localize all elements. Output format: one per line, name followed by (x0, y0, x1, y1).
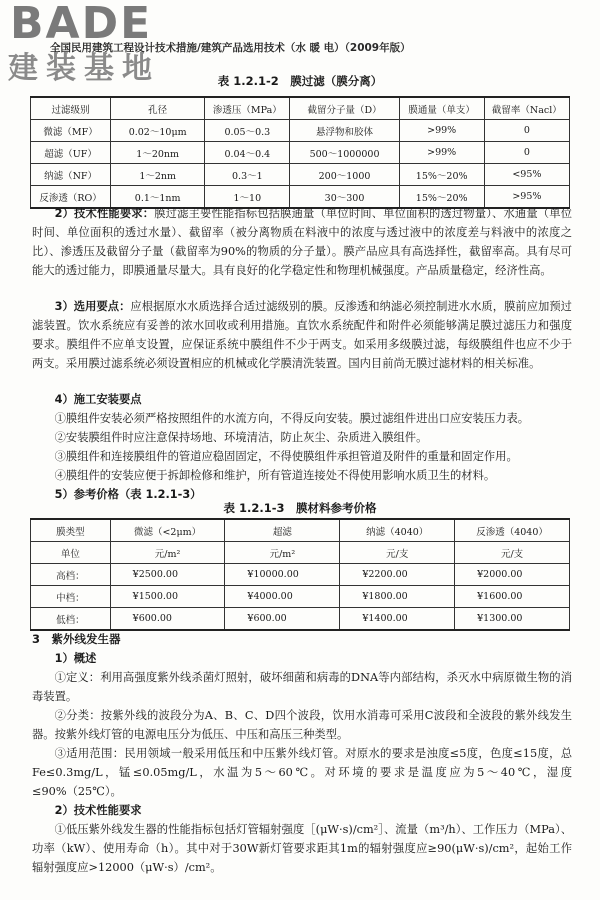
table-header-row (31, 97, 570, 120)
paragraph-text: 膜过滤主要性能指标包括膜通量（单位时间、单位面积的透过物量）、水通量（单位时间、单位面积的透过水量）、截留率（被分离物质在料液中的浓度与透过液中的浓度差与料液中的浓度之比）、渗透压及截留分子量（截留率为90%的物质的分子量）。膜产品应具有高选择性，截留率高。具有尽可能大的透过能力，即膜通量尽量大。具有良好的化学稳定性和物理机械强度。产品质量稳定，经济性高。 (32, 207, 572, 277)
table-cell: >95% (484, 186, 569, 209)
table-cell: 单位 (31, 542, 111, 564)
table-cell: 高档： (31, 564, 111, 586)
table-cell: ¥1800.00 (340, 586, 455, 608)
table-cell: 反渗透（RO） (31, 186, 111, 209)
table-cell: ¥10000.00 (225, 564, 340, 586)
table-header-row (31, 519, 570, 542)
table-cell: 纳滤（NF） (31, 164, 111, 186)
list-item: ①膜组件安装必须严格按照组件的水流方向，不得反向安装。膜过滤组件进出口应安装压力表。 (54, 412, 530, 425)
section-heading: 2）技术性能要求 (54, 804, 142, 817)
table-cell: ¥2200.00 (340, 564, 455, 586)
table-cell: 元/支 (340, 542, 455, 564)
membrane-price-table (30, 518, 570, 631)
table-cell: >99% (399, 142, 484, 164)
table-header-cell: 膜类型 (31, 519, 111, 542)
table-header-cell: 过滤级别 (31, 97, 111, 120)
table-row (31, 586, 570, 608)
paragraph-text: 应根据原水水质选择合适过滤级别的膜。反渗透和纳滤必须控制进水水质，膜前应加预过滤装置。饮水系统应有妥善的浓水回收或利用措施。直饮水系统配件和附件必须能够满足膜过滤压力和强度要求。膜组件不应单支设置，应保证系统中膜组件不少于两支。如采用多级膜过滤，每级膜组件也应不少于两支。采用膜过滤系统必须设置相应的机械或化学膜清洗装置。国内目前尚无膜过滤材料的相关标准。 (32, 300, 572, 370)
table-cell: 200～1000 (290, 164, 399, 186)
table-header-cell: 膜通量（单支） (399, 97, 484, 120)
table-cell: ¥600.00 (110, 608, 225, 631)
list-item: ④膜组件的安装应便于拆卸检修和维护，所有管道连接处不得使用影响水质卫生的材料。 (54, 469, 496, 482)
table-cell: <95% (484, 164, 569, 186)
table-cell: 15%～20% (399, 164, 484, 186)
table-header-cell: 反渗透（4040） (455, 519, 570, 542)
table-cell: 0.05～0.3 (205, 120, 290, 142)
table-row (31, 142, 570, 164)
table-cell: 微滤（MF） (31, 120, 111, 142)
table-cell: 30～300 (290, 186, 399, 209)
table1-caption: 表 1.2.1-2 膜过滤（膜分离） (217, 74, 383, 88)
table-cell: ¥1600.00 (455, 586, 570, 608)
section-heading: 1）概述 (54, 652, 97, 665)
table-cell: 元/m² (225, 542, 340, 564)
table-header-cell: 纳滤（4040） (340, 519, 455, 542)
table-cell: 500～1000000 (290, 142, 399, 164)
paragraph-text: ①定义：利用高强度紫外线杀菌灯照射，破坏细菌和病毒的DNA等内部结构，杀灭水中病原微生物的消毒装置。 (32, 671, 572, 703)
list-item: ②安装膜组件时应注意保持场地、环境清洁，防止灰尘、杂质进入膜组件。 (54, 431, 428, 444)
section-heading: 3）选用要点： (54, 300, 131, 313)
table-row (31, 542, 570, 564)
table-row (31, 608, 570, 631)
table-cell: ¥1500.00 (110, 586, 225, 608)
installation-section (32, 390, 572, 504)
table-cell: ¥1400.00 (340, 608, 455, 631)
table-cell: ¥2500.00 (110, 564, 225, 586)
table-header-cell: 截留率（Nacl） (484, 97, 569, 120)
table-header-cell: 微滤（<2μm） (110, 519, 225, 542)
table-cell: 0.3～1 (205, 164, 290, 186)
table-cell: 0.02～10μm (111, 120, 205, 142)
logo-subtitle: 建装基地 (8, 51, 160, 86)
section-heading: 4）施工安装要点 (54, 393, 142, 406)
table-cell: 超滤（UF） (31, 142, 111, 164)
paragraph-text: ①低压紫外线发生器的性能指标包括灯管辐射强度［(μW·s)/cm²］、流量（m³/h）、工作压力（MPa）、功率（kW）、使用寿命（h）。其中对于30W新灯管要求距其1m的辐射强度应≥90(μW·s)/cm²，起始工作辐射强度应>12000（μW·s）/cm²。 (32, 823, 572, 874)
table-header-cell: 截留分子量（D） (290, 97, 399, 120)
table-cell: 低档： (31, 608, 111, 631)
section-heading: 2）技术性能要求： (54, 207, 155, 220)
logo-watermark: BADE (10, 0, 153, 49)
table-cell: ¥4000.00 (225, 586, 340, 608)
table-header-cell: 超滤 (225, 519, 340, 542)
table-cell: ¥1300.00 (455, 608, 570, 631)
table-header-cell: 孔径 (111, 97, 205, 120)
paragraph-text: ②分类：按紫外线的波段分为A、B、C、D四个波段，饮用水消毒可采用C波段和全波段的紫外线发生器。按紫外线灯管的电源电压分为低压、中压和高压三种类型。 (32, 709, 572, 741)
table-cell: 1～20nm (111, 142, 205, 164)
table-cell: 1～2nm (111, 164, 205, 186)
paragraph-text: ③适用范围：民用领域一般采用低压和中压紫外线灯管。对原水的要求是浊度≤5度，色度≤15度，总Fe≤0.3mg/L，锰≤0.05mg/L，水温为5～60℃。对环境的要求是温度应为5～40℃，湿度≤90%（25℃）。 (32, 747, 572, 798)
table-header-cell: 渗透压（MPa） (205, 97, 290, 120)
table-cell: 中档： (31, 586, 111, 608)
selection-paragraph (32, 297, 572, 373)
table-row (31, 120, 570, 142)
table-row (31, 564, 570, 586)
table-cell: 元/支 (455, 542, 570, 564)
performance-paragraph (32, 204, 572, 280)
book-title: 全国民用建筑工程设计技术措施/建筑产品选用技术（水 暖 电）（2009年版） (50, 42, 411, 54)
section-heading: 5）参考价格（表 1.2.1-3） (54, 488, 202, 501)
table-cell: 1～10 (205, 186, 290, 209)
table-cell: 元/m² (110, 542, 225, 564)
table-cell: 15%～20% (399, 186, 484, 209)
table-cell: 0 (484, 142, 569, 164)
table-cell: 悬浮物和胶体 (290, 120, 399, 142)
section-title: 3 紫外线发生器 (32, 632, 121, 646)
uv-generator-section (32, 630, 572, 877)
table-cell: 0.04～0.4 (205, 142, 290, 164)
table-cell: >99% (399, 120, 484, 142)
table2-caption: 表 1.2.1-3 膜材料参考价格 (223, 501, 377, 515)
membrane-filtration-table (30, 96, 570, 209)
table-cell: 0 (484, 120, 569, 142)
list-item: ③膜组件和连接膜组件的管道应稳固固定，不得使膜组件承担管道及附件的重量和固定作用。 (54, 450, 518, 463)
table-cell: ¥2000.00 (455, 564, 570, 586)
table-cell: 0.1～1nm (111, 186, 205, 209)
table-cell: ¥600.00 (225, 608, 340, 631)
table-row (31, 164, 570, 186)
